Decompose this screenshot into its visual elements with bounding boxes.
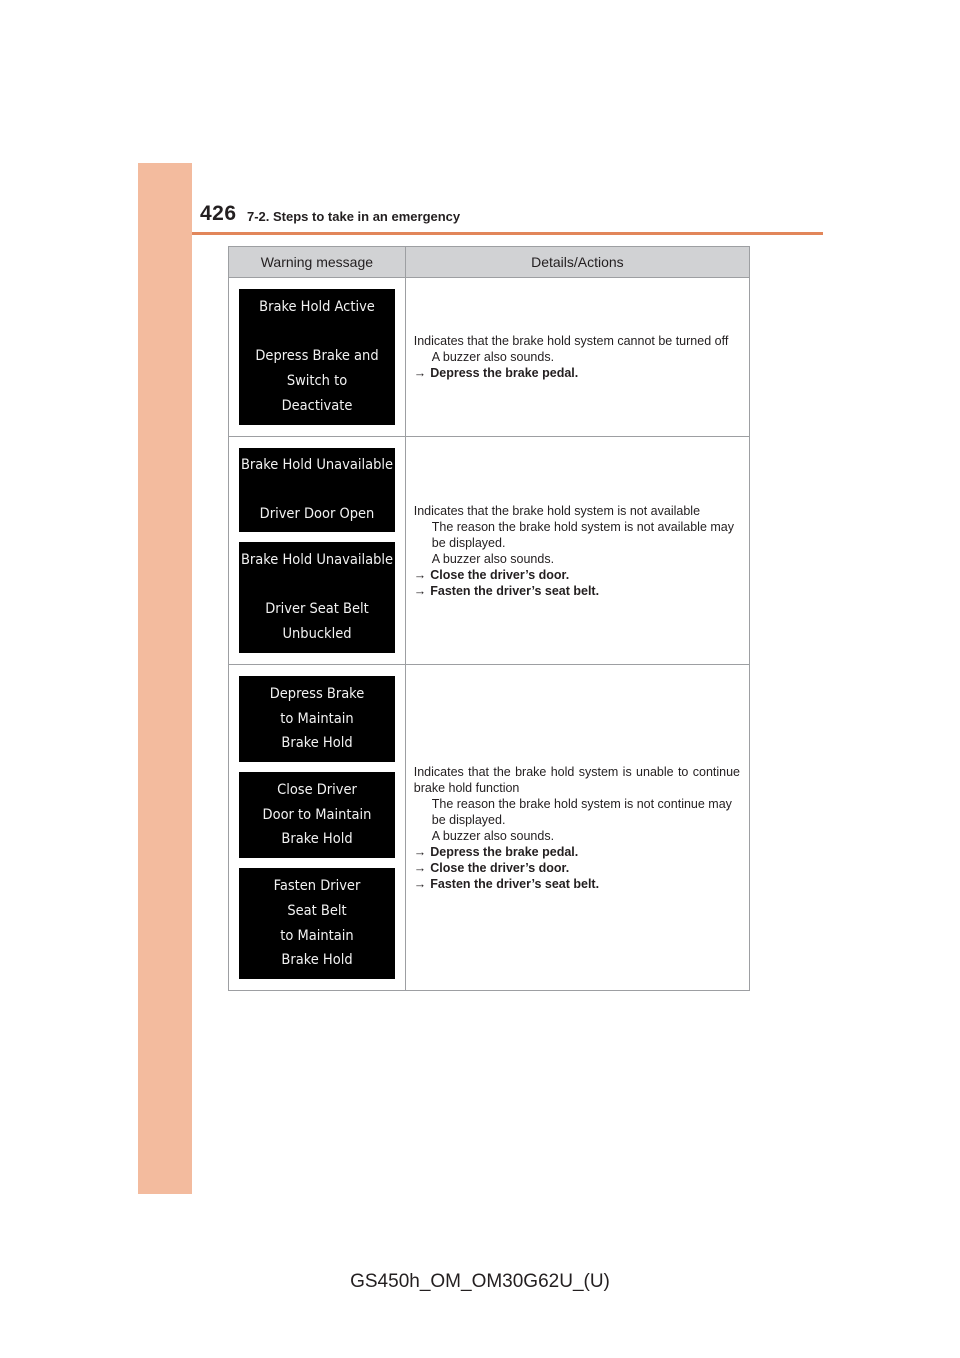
action-step bbox=[414, 583, 740, 599]
display-message-line: Depress Brake bbox=[269, 685, 365, 702]
warning-message-cell bbox=[229, 665, 406, 991]
display-message-line: Brake Hold bbox=[281, 735, 353, 752]
column-header-warning-message: Warning message bbox=[229, 247, 406, 278]
table-row bbox=[229, 665, 750, 991]
action-step bbox=[414, 365, 740, 381]
display-message-line: Close Driver bbox=[277, 781, 357, 798]
details-actions-cell bbox=[405, 665, 749, 991]
multi-information-display-message bbox=[239, 542, 395, 653]
display-message-line: Brake Hold Unavailable bbox=[240, 552, 394, 569]
display-message-line: Door to Maintain bbox=[262, 806, 372, 823]
detail-description: Indicates that the brake hold system is not available bbox=[413, 503, 701, 518]
display-message-line: Driver Seat Belt bbox=[265, 601, 369, 618]
action-text: Depress the brake pedal. bbox=[430, 366, 579, 380]
display-message-line: to Maintain bbox=[280, 710, 354, 727]
detail-description: Indicates that the brake hold system is unable to continue brake hold function bbox=[413, 764, 740, 795]
section-title: 7-2. Steps to take in an emergency bbox=[247, 209, 461, 224]
display-message-line: Brake Hold bbox=[281, 952, 353, 969]
details-actions-cell bbox=[405, 278, 749, 437]
multi-information-display-message bbox=[239, 448, 395, 532]
arrow-icon: → bbox=[413, 860, 427, 875]
detail-note: The reason the brake hold system is not continue may be displayed. bbox=[431, 796, 732, 827]
document-code: GS450h_OM_OM30G62U_(U) bbox=[350, 1271, 610, 1292]
chapter-side-tab bbox=[138, 163, 192, 1194]
message-screens bbox=[230, 279, 404, 425]
multi-information-display-message bbox=[239, 289, 395, 425]
detail-note: A buzzer also sounds. bbox=[431, 551, 555, 566]
detail-note: The reason the brake hold system is not available may be displayed. bbox=[431, 519, 734, 550]
column-header-details-actions: Details/Actions bbox=[405, 247, 749, 278]
arrow-icon: → bbox=[413, 366, 427, 380]
multi-information-display-message bbox=[239, 868, 395, 979]
warning-message-table bbox=[228, 246, 750, 991]
message-screens bbox=[230, 438, 404, 653]
arrow-icon: → bbox=[413, 876, 427, 891]
arrow-icon: → bbox=[413, 844, 427, 859]
display-message-line: Seat Belt bbox=[287, 902, 347, 919]
display-message-line: to Maintain bbox=[280, 927, 354, 944]
action-step bbox=[414, 876, 740, 892]
arrow-icon: → bbox=[413, 583, 427, 598]
multi-information-display-message bbox=[239, 676, 395, 762]
message-screens bbox=[230, 666, 404, 979]
details-text bbox=[407, 503, 748, 599]
arrow-icon: → bbox=[413, 567, 427, 582]
table-header-row bbox=[229, 247, 750, 278]
multi-information-display-message bbox=[239, 772, 395, 858]
action-step bbox=[414, 844, 740, 860]
table-row bbox=[229, 437, 750, 665]
display-message-line: Unbuckled bbox=[282, 625, 352, 642]
details-actions-cell bbox=[405, 437, 749, 665]
display-message-line: Depress Brake and bbox=[255, 348, 379, 365]
action-step bbox=[414, 567, 740, 583]
detail-note: A buzzer also sounds. bbox=[431, 350, 555, 364]
action-text: Fasten the driver’s seat belt. bbox=[430, 876, 600, 891]
display-message-line: Deactivate bbox=[281, 397, 353, 414]
display-message-line: Fasten Driver bbox=[273, 877, 361, 894]
display-message-line: Switch to bbox=[286, 373, 348, 389]
details-text bbox=[407, 333, 748, 381]
page-number: 426 bbox=[200, 202, 237, 225]
action-text: Depress the brake pedal. bbox=[430, 844, 579, 859]
detail-description: Indicates that the brake hold system cannot be turned off bbox=[413, 334, 729, 348]
action-step bbox=[414, 860, 740, 876]
display-message-line: Brake Hold Unavailable bbox=[240, 457, 394, 474]
display-message-line: Brake Hold bbox=[281, 831, 353, 848]
display-message-line: Brake Hold Active bbox=[259, 299, 375, 316]
action-text: Fasten the driver’s seat belt. bbox=[430, 583, 600, 598]
action-text: Close the driver’s door. bbox=[430, 860, 570, 875]
display-message-line: Driver Door Open bbox=[259, 506, 375, 522]
header-rule bbox=[192, 232, 823, 235]
action-text: Close the driver’s door. bbox=[430, 567, 570, 582]
details-text bbox=[407, 764, 748, 892]
table-row bbox=[229, 278, 750, 437]
warning-message-cell bbox=[229, 437, 406, 665]
warning-message-cell bbox=[229, 278, 406, 437]
table-body bbox=[229, 278, 750, 991]
detail-note: A buzzer also sounds. bbox=[431, 828, 555, 843]
